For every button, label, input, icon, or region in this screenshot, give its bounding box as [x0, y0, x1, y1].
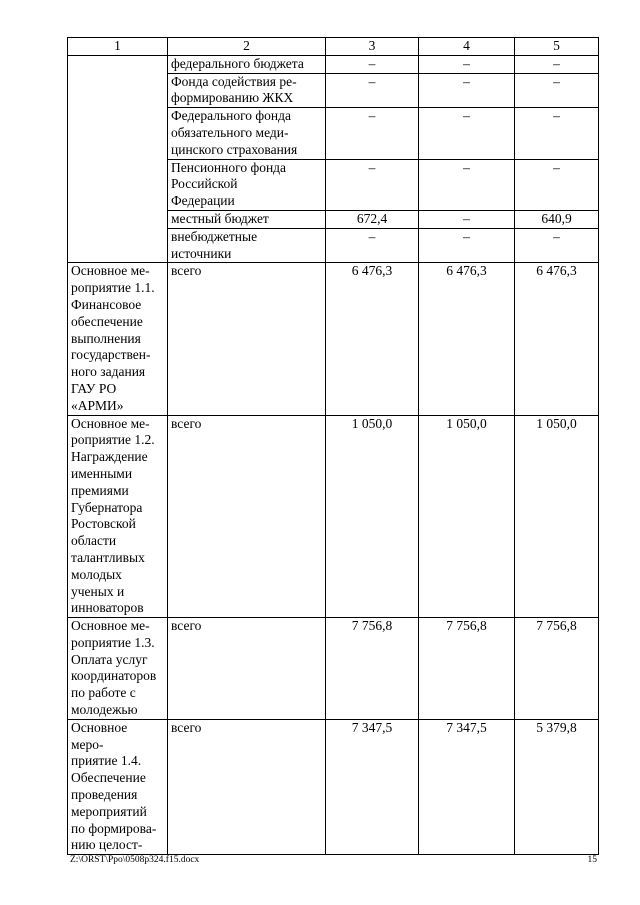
cell-c2: всего — [168, 618, 326, 720]
header-col-4: 4 — [419, 38, 515, 56]
cell-c2: всего — [168, 719, 326, 854]
table-row — [68, 719, 599, 854]
cell-c4: 1 050,0 — [419, 415, 515, 618]
cell-c5: 7 756,8 — [515, 618, 599, 720]
cell-c3: 6 476,3 — [326, 263, 419, 415]
cell-c1: Основное меро- приятие 1.4. Обеспечение проведения мероприятий по формирова- нию целост- — [68, 719, 168, 854]
cell-c5: – — [515, 73, 599, 108]
header-col-2: 2 — [168, 38, 326, 56]
table-row — [68, 415, 599, 618]
cell-c4: – — [419, 210, 515, 228]
cell-c5: – — [515, 228, 599, 263]
cell-c2: всего — [168, 263, 326, 415]
cell-c3: – — [326, 159, 419, 210]
page-number: 15 — [587, 855, 597, 865]
header-col-1: 1 — [68, 38, 168, 56]
cell-c3: 672,4 — [326, 210, 419, 228]
cell-c4: – — [419, 228, 515, 263]
cell-c2: Федерального фонда обязательного меди- цинского страхования — [168, 108, 326, 159]
header-col-3: 3 — [326, 38, 419, 56]
cell-c3: – — [326, 73, 419, 108]
cell-c4: – — [419, 108, 515, 159]
cell-c5: – — [515, 55, 599, 73]
cell-c3: – — [326, 108, 419, 159]
cell-c4: 7 756,8 — [419, 618, 515, 720]
cell-c4: – — [419, 159, 515, 210]
cell-c1: Основное ме- роприятие 1.2. Награждение именными премиями Губернатора Ростовской области талантливых молодых ученых и инноваторов — [68, 415, 168, 618]
cell-c5: 640,9 — [515, 210, 599, 228]
file-path: Z:\ORST\Ppo\0508p324.f15.docx — [70, 855, 200, 865]
cell-c3: 7 756,8 — [326, 618, 419, 720]
cell-c3: 1 050,0 — [326, 415, 419, 618]
cell-c2: Пенсионного фонда Российской Федерации — [168, 159, 326, 210]
cell-c1: Основное ме- роприятие 1.3. Оплата услуг координаторов по работе с молодежью — [68, 618, 168, 720]
cell-c4: – — [419, 73, 515, 108]
cell-c5: 5 379,8 — [515, 719, 599, 854]
cell-c2: всего — [168, 415, 326, 618]
cell-c5: – — [515, 159, 599, 210]
cell-c3: 7 347,5 — [326, 719, 419, 854]
cell-c4: – — [419, 55, 515, 73]
cell-c3: – — [326, 228, 419, 263]
cell-c1: Основное ме- роприятие 1.1. Финансовое обеспечение выполнения государствен- ного задания ГАУ РО «АРМИ» — [68, 263, 168, 415]
cell-c2: внебюджетные источники — [168, 228, 326, 263]
cell-c5: – — [515, 108, 599, 159]
cell-c5: 6 476,3 — [515, 263, 599, 415]
cell-c4: 6 476,3 — [419, 263, 515, 415]
table-row — [68, 55, 599, 73]
table-header-row — [68, 38, 599, 56]
header-col-5: 5 — [515, 38, 599, 56]
cell-c5: 1 050,0 — [515, 415, 599, 618]
table-row — [68, 618, 599, 720]
cell-c2: федерального бюджета — [168, 55, 326, 73]
cell-c4: 7 347,5 — [419, 719, 515, 854]
cell-c2: местный бюджет — [168, 210, 326, 228]
cell-c3: – — [326, 55, 419, 73]
budget-table — [67, 37, 599, 855]
table-row — [68, 263, 599, 415]
cell-c2: Фонда содействия ре- формированию ЖКХ — [168, 73, 326, 108]
cell-c1 — [68, 55, 168, 263]
